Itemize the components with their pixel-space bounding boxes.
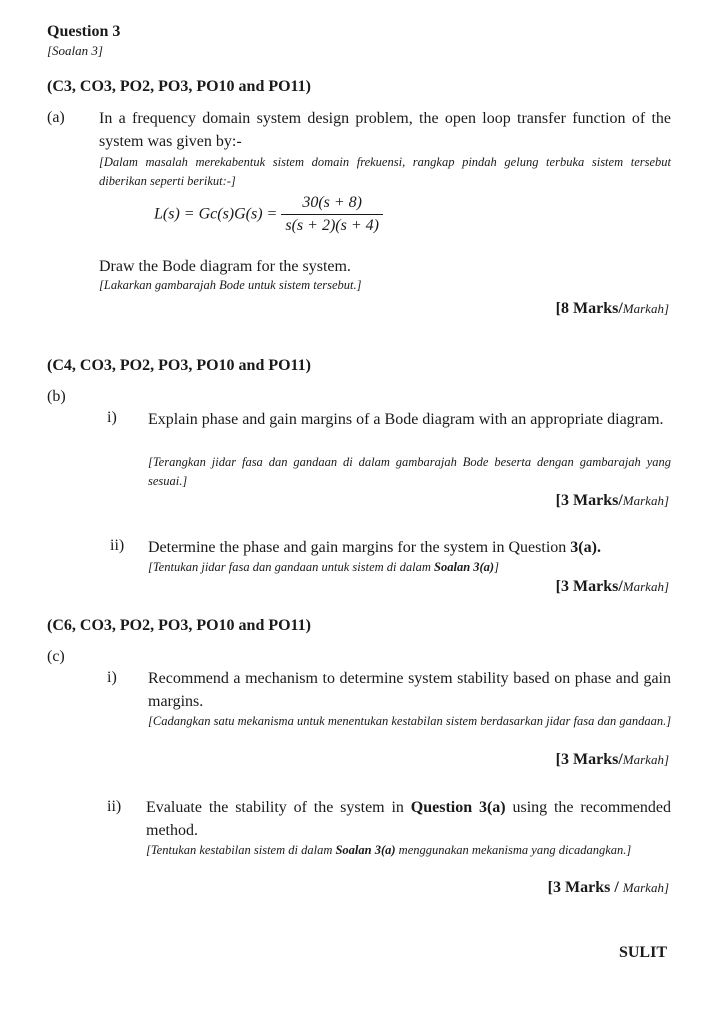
part-b-ii-malay-ref: Soalan 3(a) <box>434 560 495 574</box>
marks-label: [3 Marks / <box>547 879 623 896</box>
part-c-ii-text <box>146 796 671 842</box>
part-a-intro-malay: [Dalam masalah merekabentuk sistem domain frekuensi, rangkap pindah gelung terbuka sistem tersebut diberikan seperti berikut:-] <box>99 155 671 188</box>
part-c-i-marks <box>556 751 669 769</box>
part-c-i-malay: [Cadangkan satu mekanisma untuk menentukan kestabilan sistem berdasarkan jidar fasa dan gandaan.] <box>148 714 672 728</box>
part-b-i-marks <box>556 492 669 510</box>
part-c-ii-text-main: Evaluate the stability of the system in <box>146 799 411 816</box>
part-b-ii-malay-main: [Tentukan jidar fasa dan gandaan untuk sistem di dalam <box>148 560 435 574</box>
marks-label: [3 Marks/ <box>555 751 623 768</box>
transfer-function-equation <box>154 194 383 235</box>
part-b-ii-malay <box>148 558 499 577</box>
equation-numerator: 30(s + 8) <box>281 194 383 215</box>
part-c-i-text: Recommend a mechanism to determine system stability based on phase and gain margins. <box>148 670 671 710</box>
part-b-ii-text-ref: 3(a). <box>570 539 601 556</box>
part-c-ii-label: ii) <box>107 798 122 815</box>
part-a-label: (a) <box>47 109 65 126</box>
part-c-ii-malay <box>146 841 671 860</box>
part-b-i-text: Explain phase and gain margins of a Bode diagram with an appropriate diagram. <box>148 411 664 428</box>
part-a-course-outcome: (C3, CO3, PO2, PO3, PO10 and PO11) <box>47 78 311 95</box>
part-b-label: (b) <box>47 388 66 405</box>
part-b-i-label: i) <box>107 409 117 426</box>
marks-label: [3 Marks/ <box>555 578 623 595</box>
marks-label: [3 Marks/ <box>555 492 623 509</box>
marks-label-malay: Markah] <box>622 301 669 316</box>
question-subtitle: [Soalan 3] <box>47 43 103 58</box>
marks-label-malay: Markah] <box>622 579 669 594</box>
part-b-ii-text-main: Determine the phase and gain margins for the system in Question <box>148 539 571 556</box>
part-b-i-malay: [Terangkan jidar fasa dan gandaan di dalam gambarajah Bode beserta dengan gambarajah yang sesuai.] <box>148 455 671 488</box>
part-c-ii-text-ref: Question 3(a) <box>410 799 506 816</box>
equation-denominator: s(s + 2)(s + 4) <box>285 217 379 234</box>
part-a-task-malay: [Lakarkan gambarajah Bode untuk sistem tersebut.] <box>99 278 362 292</box>
equation-fraction <box>281 194 383 235</box>
part-b-ii-marks <box>556 578 669 596</box>
part-c-course-outcome: (C6, CO3, PO2, PO3, PO10 and PO11) <box>47 617 311 634</box>
part-c-ii-malay-main: [Tentukan kestabilan sistem di dalam <box>146 843 336 857</box>
marks-label-malay: Markah] <box>622 493 669 508</box>
part-a-task: Draw the Bode diagram for the system. <box>99 258 351 275</box>
part-b-course-outcome: (C4, CO3, PO2, PO3, PO10 and PO11) <box>47 357 311 374</box>
marks-label-malay: Markah] <box>622 752 669 767</box>
equation-lhs: L(s) = Gc(s)G(s) = <box>154 205 278 223</box>
part-c-ii-malay-end: menggunakan mekanisma yang dicadangkan.] <box>395 843 632 857</box>
part-c-ii-marks <box>548 879 669 897</box>
marks-label: [8 Marks/ <box>555 300 623 317</box>
part-c-ii-text-end: using the recommended method. <box>146 799 672 839</box>
part-b-ii-text <box>148 536 673 559</box>
part-c-ii-malay-ref: Soalan 3(a) <box>335 843 396 857</box>
part-b-ii-label: ii) <box>110 537 125 554</box>
marks-label-malay: Markah] <box>622 880 669 895</box>
part-c-label: (c) <box>47 648 65 665</box>
part-b-ii-malay-end: ] <box>494 560 499 574</box>
part-a-intro: In a frequency domain system design problem, the open loop transfer function of the system was given by:- <box>99 110 671 150</box>
footer-sulit: SULIT <box>618 944 667 961</box>
part-a-marks <box>556 300 669 318</box>
part-c-i-label: i) <box>107 669 117 686</box>
question-title: Question 3 <box>47 23 121 40</box>
